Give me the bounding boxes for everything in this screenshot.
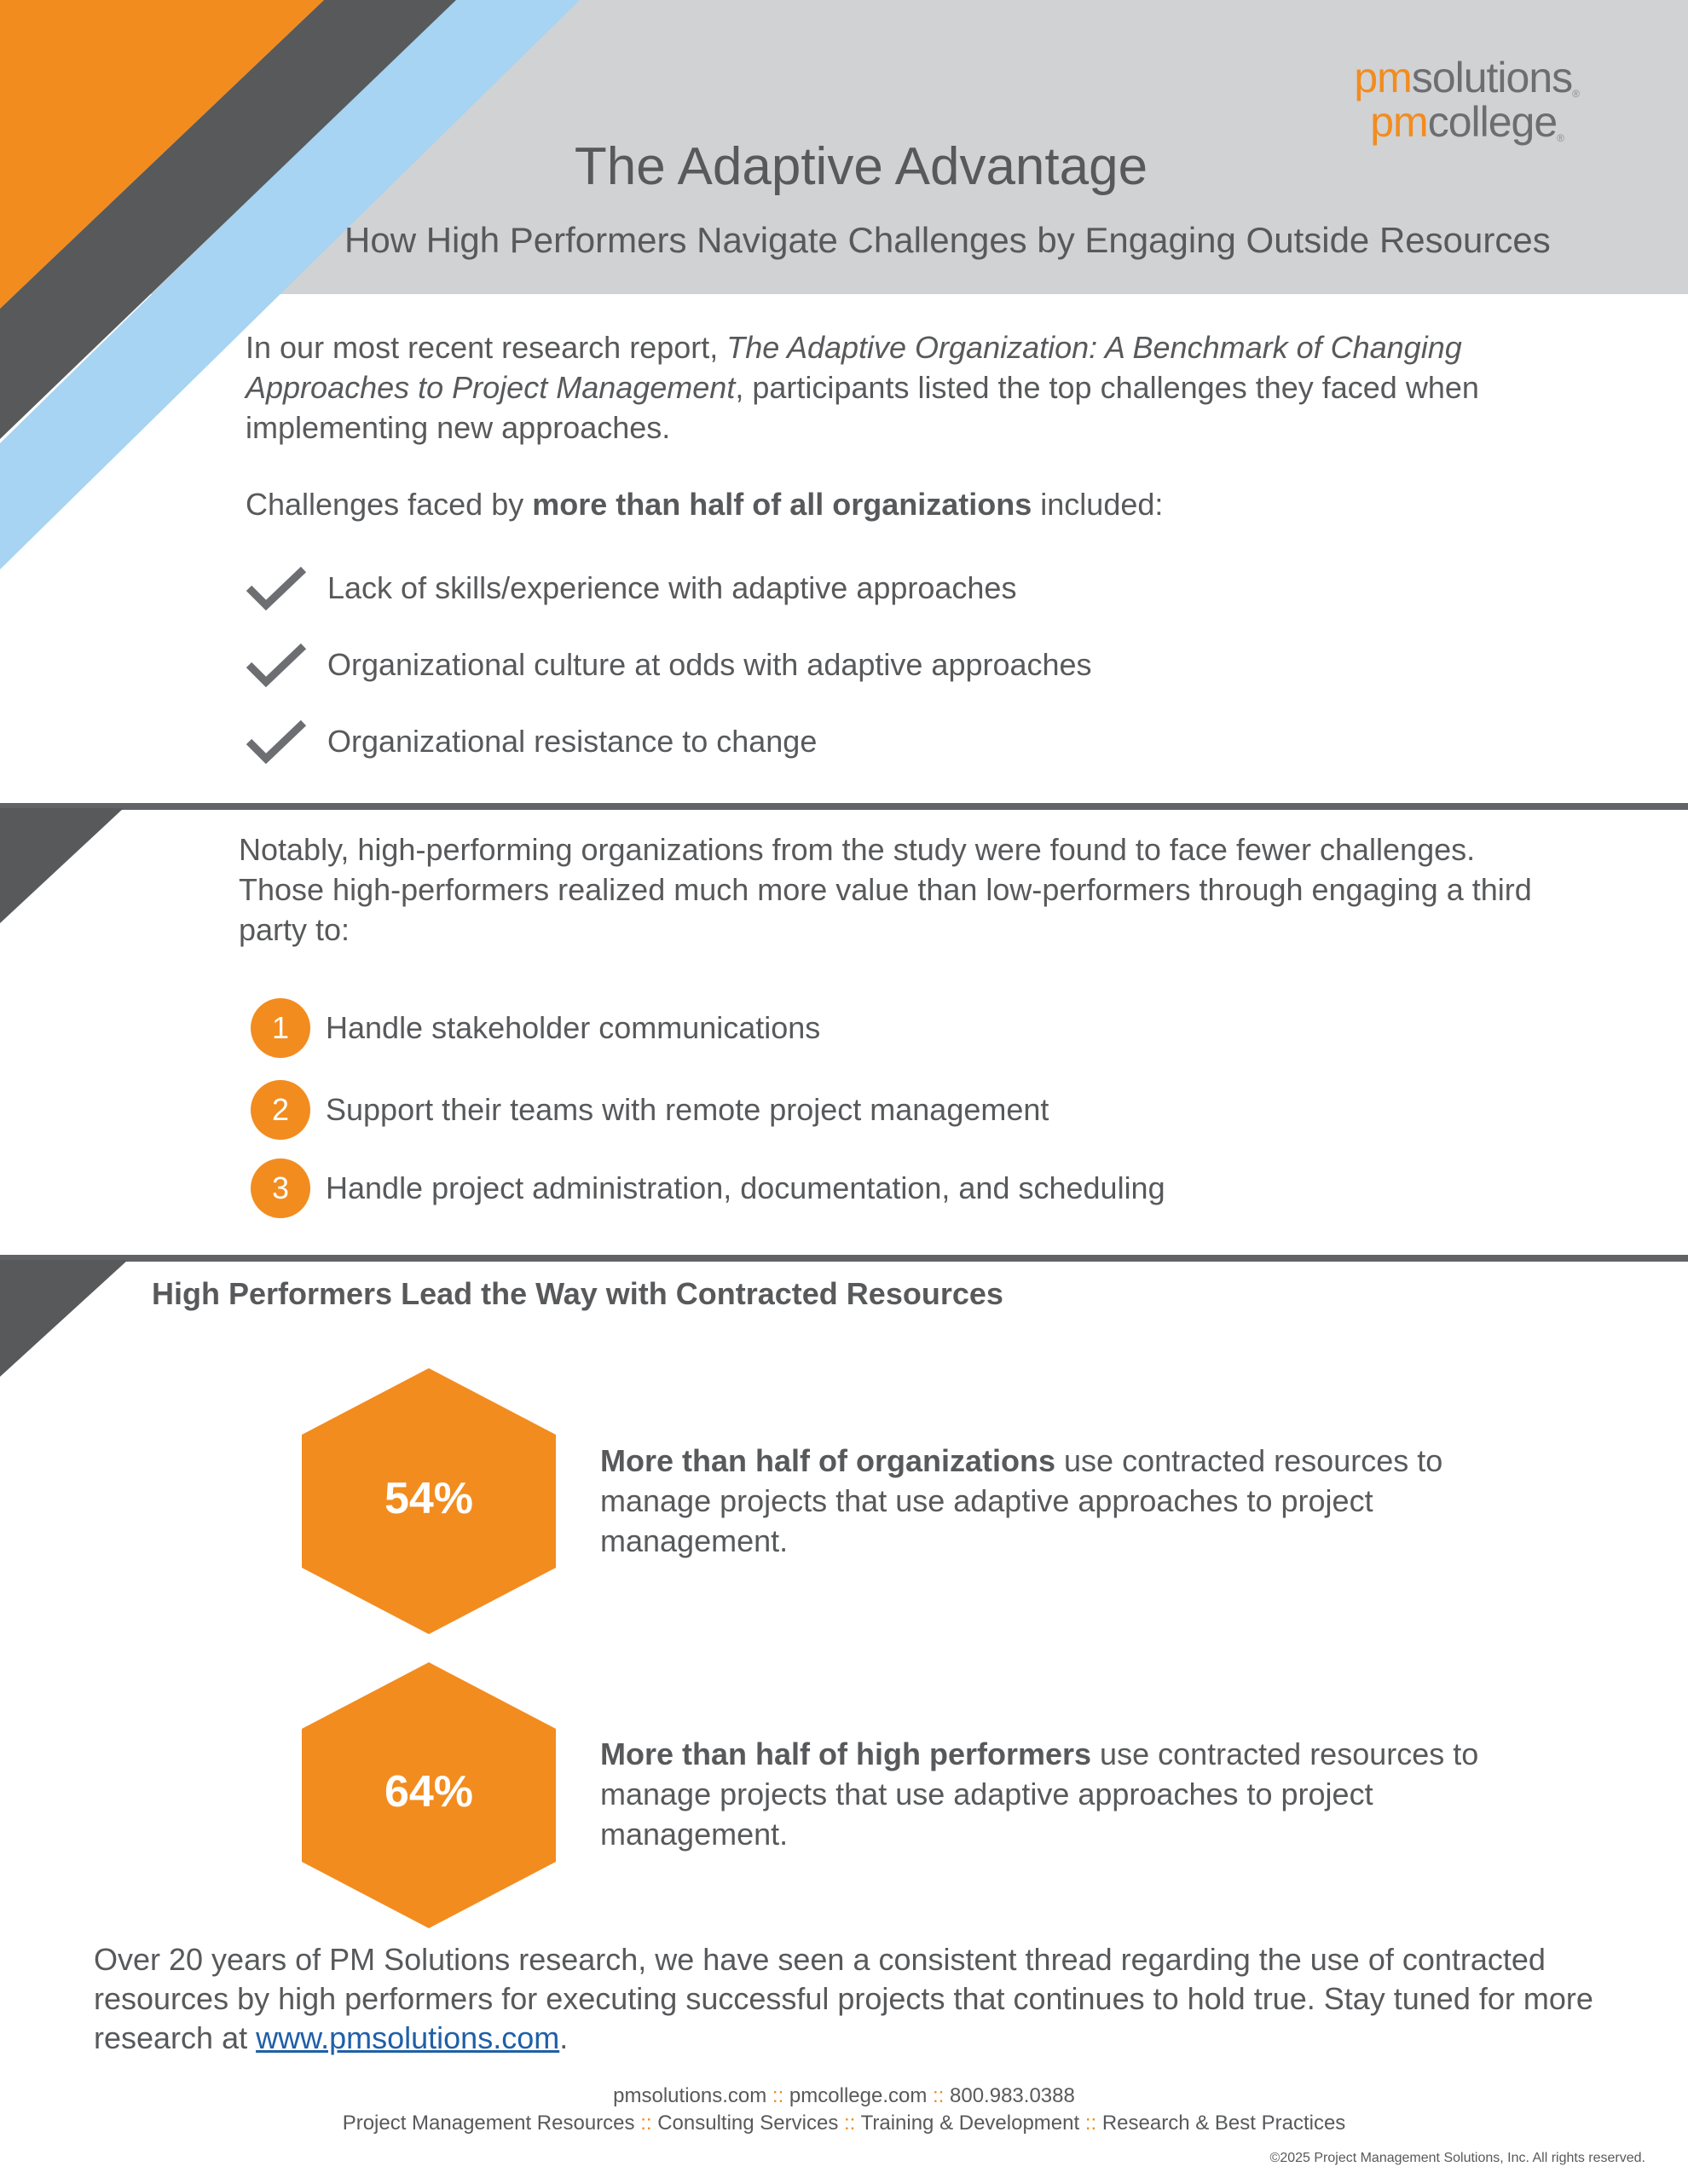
- page-subtitle: How High Performers Navigate Challenges by Engaging Outside Resources: [344, 220, 1551, 260]
- footer-services: Project Management Resources :: Consulting Services :: Training & Development :: Research & Best Practices: [342, 2112, 1346, 2135]
- checkmark-icon: [246, 564, 309, 612]
- challenge-item: Organizational culture at odds with adaptive approaches: [246, 639, 1092, 690]
- report-title: The Adaptive Organization: A Benchmark of Changing Approaches to Project Management: [246, 330, 1462, 405]
- number-badge: 2: [251, 1080, 310, 1140]
- stat-value: 54%: [384, 1474, 474, 1523]
- copyright: ©2025 Project Management Solutions, Inc. All rights reserved.: [1269, 2151, 1645, 2165]
- corner-triangle: [0, 808, 124, 923]
- notably-paragraph: Notably, high-performing organizations from the study were found to face fewer challenges. Those high-performers realized much more value than low-performers through engaging a third party to:: [239, 832, 1532, 947]
- third-party-item: 2 Support their teams with remote project management: [251, 1079, 1049, 1141]
- page-title: The Adaptive Advantage: [574, 137, 1148, 196]
- third-party-item: 1 Handle stakeholder communications: [251, 997, 820, 1059]
- pmsolutions-logo: pmsolutions®: [1354, 54, 1579, 101]
- number-badge: 3: [251, 1158, 310, 1218]
- section-divider: [0, 803, 1688, 810]
- stat-value: 64%: [384, 1767, 474, 1817]
- intro-paragraph: In our most recent research report, The Adaptive Organization: A Benchmark of Changing Approaches to Project Management, participants listed the top challenges they faced when implementing new approaches.: [246, 330, 1479, 445]
- number-badge: 1: [251, 998, 310, 1058]
- pmsolutions-link[interactable]: www.pmsolutions.com: [256, 2020, 560, 2055]
- section-title: High Performers Lead the Way with Contracted Resources: [152, 1276, 1003, 1311]
- footer-contact: pmsolutions.com :: pmcollege.com :: 800.983.0388: [613, 2084, 1075, 2107]
- closing-paragraph: Over 20 years of PM Solutions research, we have seen a consistent thread regarding the use of contracted resources by high performers for executing successful projects that continues to hold true. Stay tuned for more research at www.pmsolutions.com.: [94, 1942, 1593, 2055]
- challenge-item: Lack of skills/experience with adaptive approaches: [246, 563, 1016, 614]
- third-party-item: 3 Handle project administration, documentation, and scheduling: [251, 1158, 1165, 1219]
- stat-description: More than half of organizations use contracted resources to manage projects that use adaptive approaches to project management.: [600, 1443, 1443, 1558]
- pmcollege-logo: pmcollege®: [1370, 98, 1564, 146]
- challenges-lead: Challenges faced by more than half of all organizations included:: [246, 487, 1164, 522]
- checkmark-icon: [246, 718, 309, 766]
- stat-description: More than half of high performers use contracted resources to manage projects that use adaptive approaches to project management.: [600, 1736, 1479, 1852]
- checkmark-icon: [246, 641, 309, 689]
- challenge-item: Organizational resistance to change: [246, 716, 817, 767]
- section-divider: [0, 1255, 1688, 1262]
- corner-triangle: [0, 1260, 128, 1377]
